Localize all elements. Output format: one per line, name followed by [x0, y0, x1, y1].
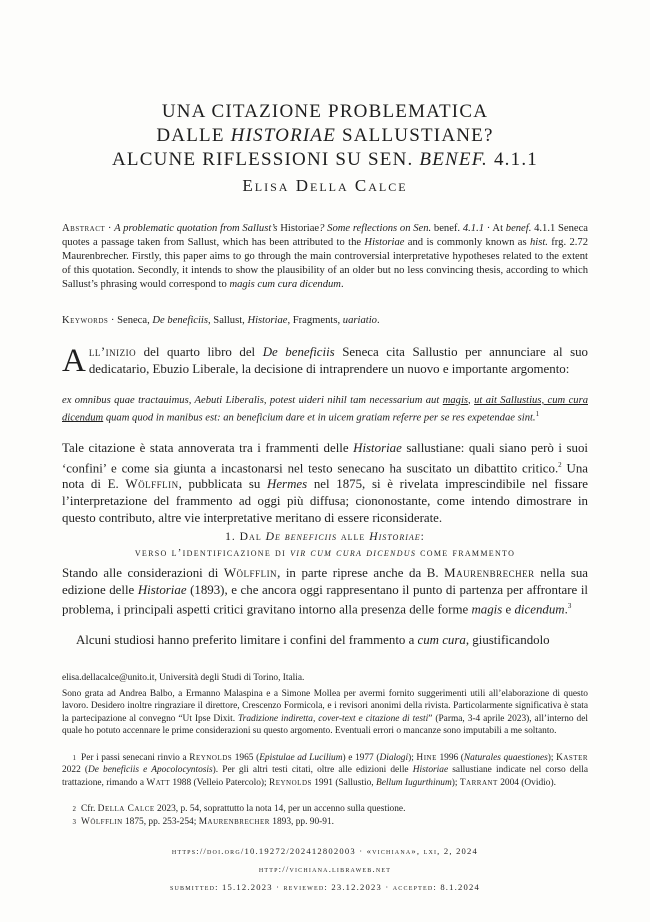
title-line-3: ALCUNE RIFLESSIONI SU SEN. BENEF. 4.1.1	[112, 149, 538, 170]
body-paragraph-1: All’inizio del quarto libro del De beneficiis Seneca cita Sallustio per annunciare al suo dedicatario, Ebuzio Liberale, la decisione di intraprendere un nuovo e importante argomento:	[62, 343, 589, 379]
drop-cap: A	[62, 343, 86, 379]
article-title	[62, 100, 588, 172]
abstract-label: Abstract	[62, 223, 106, 234]
keywords-label: Keywords	[62, 315, 109, 326]
abstract: Abstract · A problematic quotation from Sallust’s Historiae? Some reflections on Sen. benef. 4.1.1 · At benef. 4.1.1 Seneca quotes a passage taken from Sallust, which has been attributed to the Historiae and is commonly known as hist. frg. 2.72 Maurenbrecher. Firstly, this paper aims to go through the main controversial interpretative hypotheses related to the extent of this quotation. Secondly, it intends to show the plausibility of an older but no less convincing thesis, according to which Sallust’s phrasing would correspond to magis cum cura dicendum.	[62, 223, 589, 290]
section-heading: 1. Dal De beneficiis alle Historiae:	[225, 530, 425, 543]
doi-link[interactable]: https://doi.org/10.19272/202412802003 · «vichiana», lxi, 2, 2024	[171, 846, 479, 856]
body-paragraph-3: Stando alle considerazioni di Wölfflin, in parte riprese anche da B. Maurenbrecher nella sua edizione delle Historiae (1893), e che ancora oggi rappresentano il punto di partenza per affrontare il problema, i principali aspetti critici gravitano intorno alla presenza delle forme magis e dicendum.$^3$	[62, 566, 589, 617]
author-affiliation: elisa.dellacalce@unito.it, Università degli Studi di Torino, Italia.	[62, 673, 305, 683]
footnote-2: 2 Cfr. Della Calce 2023, p. 54, soprattutto la nota 14, per un accenno sulla questione.	[72, 804, 406, 814]
keywords: Keywords · Seneca, De beneficiis, Sallust, Historiae, Fragments, uariatio.	[62, 315, 380, 326]
body-paragraph-2: Tale citazione è stata annoverata tra i frammenti delle Historiae sallustiane: quali siano però i suoi ‘confini’ e come sia giunta a incastonarsi nel testo senecano ha suscitato un dibattito critico.$^2$ Una nota di E. Wölfflin, pubblicata su Hermes nel 1875, si è rivelata imprescindibile nel fissare l’interpretazione del frammento ad oggi più diffusa; ciononostante, come intendo dimostrare in questo contributo, altre vie interpretative meritano di essere riconsiderate.	[62, 441, 589, 525]
body-paragraph-4: Alcuni studiosi hanno preferito limitare i confini del frammento a cum cura, giustificandolo	[76, 633, 550, 647]
footnote-ref[interactable]: 3	[567, 602, 572, 611]
acknowledgements: Sono grata ad Andrea Balbo, a Ermanno Malaspina e a Simone Mollea per avermi fornito suggerimenti utili all’elaborazione di questo lavoro. Desidero inoltre ringraziare il direttore, Crescenzo Formicola, e i revisori anonimi della rivista. Particolarmente significativa è stata la partecipazione al convegno “Ut Ipse Dixit. Tradizione indiretta, cover-text e citazione di testi” (Parma, 3-4 aprile 2023), all’interno del quale ho potuto accennare le prime considerazioni su questo argomento. Eventuali errori o mancanze sono imputabili a me soltanto.	[62, 689, 589, 736]
submission-dates: submitted: 15.12.2023 · reviewed: 23.12.2023 · accepted: 8.1.2024	[169, 882, 480, 892]
footnote-3: 3 Wölfflin 1875, pp. 253-254; Maurenbrecher 1893, pp. 90-91.	[72, 817, 334, 827]
title-line-2: DALLE HISTORIAE SALLUSTIANE?	[156, 125, 494, 146]
section-subheading: verso l’identificazione di vir cum cura dicendus come frammento	[134, 547, 516, 559]
title-line-1: UNA CITAZIONE PROBLEMATICA	[161, 101, 489, 122]
footnote-ref[interactable]: 1	[535, 409, 540, 418]
author-name: Elisa Della Calce	[242, 176, 408, 195]
footnote-1: 1 Per i passi senecani rinvio a Reynolds 1965 (Epistulae ad Lucilium) e 1977 (Dialogi); Hine 1996 (Naturales quaestiones); Kaster 2022 (De beneficiis e Apocolocyntosis). Per gli altri testi citati, oltre alle edizioni delle Historiae sallustiane indicate nel corso della trattazione, rimando a Watt 1988 (Velleio Patercolo); Reynolds 1991 (Sallustio, Bellum Iugurthinum); Tarrant 2004 (Ovidio).	[62, 753, 589, 788]
journal-url[interactable]: http://vichiana.libraweb.net	[258, 864, 392, 874]
footnote-ref[interactable]: 2	[558, 460, 562, 469]
latin-quotation: ex omnibus quae tractauimus, Aebuti Liberalis, potest uideri nihil tam necessarium aut magis, ut ait Sallustius, cum cura dicendum quam quod in manibus est: an beneficium dare et in uicem gratiam referre per se res expetendae sint.$^1$	[62, 395, 588, 424]
